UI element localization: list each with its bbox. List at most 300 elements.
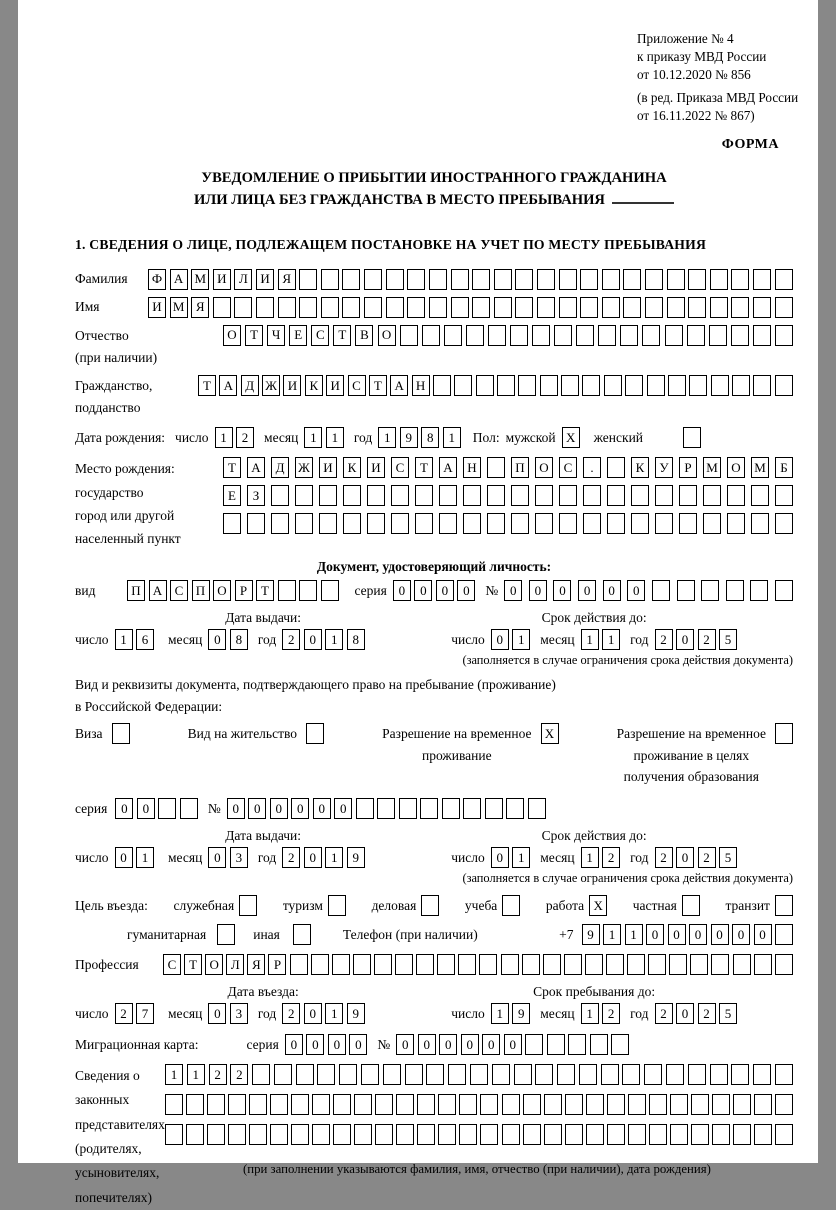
char-cell[interactable]: 0: [578, 580, 596, 601]
char-cell[interactable]: [523, 1124, 541, 1145]
char-cell[interactable]: [775, 485, 793, 506]
char-cell[interactable]: 0: [504, 580, 522, 601]
char-cell[interactable]: [727, 485, 745, 506]
char-cell[interactable]: [321, 269, 339, 290]
birth-year-input[interactable]: [378, 427, 461, 448]
char-cell[interactable]: [466, 325, 484, 346]
char-cell[interactable]: Б: [775, 457, 793, 478]
char-cell[interactable]: [256, 297, 274, 318]
char-cell[interactable]: [655, 485, 673, 506]
char-cell[interactable]: [448, 1064, 466, 1085]
checkbox-tourism[interactable]: [328, 895, 346, 916]
entry-year-input[interactable]: [282, 1003, 365, 1024]
char-cell[interactable]: А: [439, 457, 457, 478]
char-cell[interactable]: [459, 1124, 477, 1145]
char-cell[interactable]: [644, 1064, 662, 1085]
char-cell[interactable]: [511, 513, 529, 534]
char-cell[interactable]: [278, 297, 296, 318]
char-cell[interactable]: [375, 1124, 393, 1145]
char-cell[interactable]: [775, 895, 793, 916]
char-cell[interactable]: [627, 954, 645, 975]
char-cell[interactable]: 0: [482, 1034, 500, 1055]
char-cell[interactable]: [510, 325, 528, 346]
char-cell[interactable]: [753, 375, 771, 396]
char-cell[interactable]: 8: [230, 629, 248, 650]
char-cell[interactable]: [186, 1094, 204, 1115]
char-cell[interactable]: 2: [209, 1064, 227, 1085]
char-cell[interactable]: [711, 375, 729, 396]
char-cell[interactable]: [602, 297, 620, 318]
char-cell[interactable]: П: [511, 457, 529, 478]
char-cell[interactable]: [291, 1094, 309, 1115]
char-cell[interactable]: [511, 485, 529, 506]
char-cell[interactable]: [223, 513, 241, 534]
char-cell[interactable]: Т: [198, 375, 216, 396]
char-cell[interactable]: [712, 1124, 730, 1145]
char-cell[interactable]: 0: [285, 1034, 303, 1055]
char-cell[interactable]: [732, 375, 750, 396]
char-cell[interactable]: [535, 1064, 553, 1085]
residence-series-input[interactable]: [115, 798, 198, 819]
char-cell[interactable]: К: [631, 457, 649, 478]
char-cell[interactable]: X: [541, 723, 559, 744]
char-cell[interactable]: [488, 325, 506, 346]
char-cell[interactable]: 0: [553, 580, 571, 601]
char-cell[interactable]: [249, 1124, 267, 1145]
char-cell[interactable]: [775, 297, 793, 318]
char-cell[interactable]: [688, 297, 706, 318]
char-cell[interactable]: [514, 1064, 532, 1085]
char-cell[interactable]: [354, 1124, 372, 1145]
char-cell[interactable]: [703, 513, 721, 534]
char-cell[interactable]: [317, 1064, 335, 1085]
char-cell[interactable]: [228, 1124, 246, 1145]
checkbox-residence-permit[interactable]: [306, 723, 324, 744]
char-cell[interactable]: [295, 485, 313, 506]
char-cell[interactable]: [480, 1094, 498, 1115]
char-cell[interactable]: 0: [603, 580, 621, 601]
char-cell[interactable]: 0: [457, 580, 475, 601]
char-cell[interactable]: [733, 1124, 751, 1145]
char-cell[interactable]: [383, 1064, 401, 1085]
patronymic-input[interactable]: [223, 325, 793, 346]
char-cell[interactable]: С: [391, 457, 409, 478]
char-cell[interactable]: [186, 1124, 204, 1145]
char-cell[interactable]: [775, 954, 793, 975]
char-cell[interactable]: 2: [602, 847, 620, 868]
char-cell[interactable]: [364, 269, 382, 290]
char-cell[interactable]: [342, 297, 360, 318]
char-cell[interactable]: [631, 513, 649, 534]
char-cell[interactable]: [642, 325, 660, 346]
char-cell[interactable]: [158, 798, 176, 819]
char-cell[interactable]: [535, 513, 553, 534]
issue-year-input[interactable]: [282, 629, 365, 650]
char-cell[interactable]: [295, 513, 313, 534]
char-cell[interactable]: [293, 924, 311, 945]
char-cell[interactable]: [480, 1124, 498, 1145]
char-cell[interactable]: [391, 513, 409, 534]
char-cell[interactable]: 0: [711, 924, 729, 945]
char-cell[interactable]: Т: [184, 954, 202, 975]
char-cell[interactable]: [607, 457, 625, 478]
char-cell[interactable]: [429, 269, 447, 290]
char-cell[interactable]: [751, 485, 769, 506]
char-cell[interactable]: [583, 513, 601, 534]
char-cell[interactable]: [492, 1064, 510, 1085]
char-cell[interactable]: [753, 1064, 771, 1085]
char-cell[interactable]: [669, 954, 687, 975]
char-cell[interactable]: [426, 1064, 444, 1085]
char-cell[interactable]: [502, 1124, 520, 1145]
char-cell[interactable]: 0: [227, 798, 245, 819]
char-cell[interactable]: [407, 297, 425, 318]
char-cell[interactable]: [306, 723, 324, 744]
char-cell[interactable]: 9: [400, 427, 418, 448]
char-cell[interactable]: 7: [136, 1003, 154, 1024]
char-cell[interactable]: 0: [349, 1034, 367, 1055]
char-cell[interactable]: [559, 485, 577, 506]
char-cell[interactable]: [703, 485, 721, 506]
char-cell[interactable]: [522, 954, 540, 975]
char-cell[interactable]: [454, 375, 472, 396]
char-cell[interactable]: 0: [291, 798, 309, 819]
char-cell[interactable]: [652, 580, 670, 601]
char-cell[interactable]: [494, 269, 512, 290]
char-cell[interactable]: [312, 1124, 330, 1145]
char-cell[interactable]: О: [727, 457, 745, 478]
char-cell[interactable]: [405, 1064, 423, 1085]
char-cell[interactable]: Л: [226, 954, 244, 975]
char-cell[interactable]: Л: [234, 269, 252, 290]
char-cell[interactable]: [439, 513, 457, 534]
char-cell[interactable]: [528, 798, 546, 819]
phone-input[interactable]: [582, 924, 794, 945]
residence-expiry-month-input[interactable]: [581, 847, 621, 868]
char-cell[interactable]: [487, 485, 505, 506]
representatives-line2[interactable]: [165, 1094, 793, 1115]
char-cell[interactable]: [607, 513, 625, 534]
char-cell[interactable]: [620, 325, 638, 346]
char-cell[interactable]: [487, 457, 505, 478]
birth-month-input[interactable]: [304, 427, 344, 448]
char-cell[interactable]: [321, 580, 339, 601]
char-cell[interactable]: [691, 1124, 709, 1145]
char-cell[interactable]: [677, 580, 695, 601]
name-input[interactable]: [148, 297, 793, 318]
char-cell[interactable]: [377, 798, 395, 819]
char-cell[interactable]: [547, 1034, 565, 1055]
char-cell[interactable]: [458, 954, 476, 975]
char-cell[interactable]: [554, 325, 572, 346]
char-cell[interactable]: [689, 375, 707, 396]
char-cell[interactable]: [645, 269, 663, 290]
char-cell[interactable]: [687, 325, 705, 346]
char-cell[interactable]: [420, 798, 438, 819]
char-cell[interactable]: [400, 325, 418, 346]
char-cell[interactable]: X: [589, 895, 607, 916]
char-cell[interactable]: А: [390, 375, 408, 396]
char-cell[interactable]: [753, 297, 771, 318]
char-cell[interactable]: [386, 269, 404, 290]
char-cell[interactable]: 9: [347, 1003, 365, 1024]
char-cell[interactable]: [655, 513, 673, 534]
char-cell[interactable]: Я: [278, 269, 296, 290]
char-cell[interactable]: [213, 297, 231, 318]
char-cell[interactable]: [472, 297, 490, 318]
char-cell[interactable]: [207, 1124, 225, 1145]
char-cell[interactable]: [354, 1094, 372, 1115]
char-cell[interactable]: [375, 1094, 393, 1115]
char-cell[interactable]: [515, 297, 533, 318]
char-cell[interactable]: [476, 375, 494, 396]
char-cell[interactable]: [667, 269, 685, 290]
char-cell[interactable]: М: [191, 269, 209, 290]
char-cell[interactable]: С: [170, 580, 188, 601]
char-cell[interactable]: [751, 513, 769, 534]
char-cell[interactable]: [532, 325, 550, 346]
char-cell[interactable]: [775, 924, 793, 945]
char-cell[interactable]: [667, 297, 685, 318]
char-cell[interactable]: [333, 1094, 351, 1115]
char-cell[interactable]: 9: [582, 924, 600, 945]
char-cell[interactable]: 1: [581, 1003, 599, 1024]
char-cell[interactable]: [775, 1124, 793, 1145]
char-cell[interactable]: [623, 297, 641, 318]
char-cell[interactable]: [399, 798, 417, 819]
char-cell[interactable]: [451, 269, 469, 290]
char-cell[interactable]: [679, 485, 697, 506]
char-cell[interactable]: [731, 297, 749, 318]
char-cell[interactable]: 0: [115, 798, 133, 819]
char-cell[interactable]: [437, 954, 455, 975]
citizenship-input[interactable]: [198, 375, 793, 396]
char-cell[interactable]: X: [562, 427, 580, 448]
residence-expiry-year-input[interactable]: [655, 847, 738, 868]
char-cell[interactable]: 1: [325, 1003, 343, 1024]
char-cell[interactable]: Н: [463, 457, 481, 478]
char-cell[interactable]: Е: [223, 485, 241, 506]
char-cell[interactable]: 8: [347, 629, 365, 650]
char-cell[interactable]: [604, 375, 622, 396]
char-cell[interactable]: 3: [230, 1003, 248, 1024]
char-cell[interactable]: [753, 269, 771, 290]
char-cell[interactable]: Р: [679, 457, 697, 478]
checkbox-official[interactable]: [239, 895, 257, 916]
char-cell[interactable]: [535, 485, 553, 506]
char-cell[interactable]: [682, 895, 700, 916]
char-cell[interactable]: 0: [689, 924, 707, 945]
char-cell[interactable]: 0: [304, 847, 322, 868]
char-cell[interactable]: [112, 723, 130, 744]
char-cell[interactable]: 2: [698, 847, 716, 868]
char-cell[interactable]: [625, 375, 643, 396]
char-cell[interactable]: [585, 954, 603, 975]
char-cell[interactable]: [299, 580, 317, 601]
char-cell[interactable]: [582, 375, 600, 396]
char-cell[interactable]: [709, 325, 727, 346]
char-cell[interactable]: 1: [491, 1003, 509, 1024]
char-cell[interactable]: [417, 1124, 435, 1145]
char-cell[interactable]: [712, 1094, 730, 1115]
char-cell[interactable]: [733, 954, 751, 975]
char-cell[interactable]: 1: [165, 1064, 183, 1085]
char-cell[interactable]: [319, 485, 337, 506]
char-cell[interactable]: 1: [326, 427, 344, 448]
char-cell[interactable]: [648, 954, 666, 975]
char-cell[interactable]: 0: [491, 629, 509, 650]
birthplace-line3[interactable]: [223, 513, 793, 534]
char-cell[interactable]: [754, 1124, 772, 1145]
char-cell[interactable]: [576, 325, 594, 346]
char-cell[interactable]: [665, 325, 683, 346]
char-cell[interactable]: [343, 513, 361, 534]
char-cell[interactable]: 0: [676, 1003, 694, 1024]
char-cell[interactable]: [564, 954, 582, 975]
char-cell[interactable]: 0: [313, 798, 331, 819]
char-cell[interactable]: [568, 1034, 586, 1055]
char-cell[interactable]: [557, 1064, 575, 1085]
char-cell[interactable]: [775, 580, 793, 601]
char-cell[interactable]: [207, 1094, 225, 1115]
char-cell[interactable]: [726, 580, 744, 601]
char-cell[interactable]: 1: [625, 924, 643, 945]
char-cell[interactable]: И: [213, 269, 231, 290]
char-cell[interactable]: [701, 580, 719, 601]
char-cell[interactable]: Т: [245, 325, 263, 346]
char-cell[interactable]: 5: [719, 629, 737, 650]
char-cell[interactable]: У: [655, 457, 673, 478]
char-cell[interactable]: [278, 580, 296, 601]
char-cell[interactable]: Р: [268, 954, 286, 975]
char-cell[interactable]: [628, 1124, 646, 1145]
char-cell[interactable]: 9: [347, 847, 365, 868]
char-cell[interactable]: 0: [306, 1034, 324, 1055]
char-cell[interactable]: [438, 1094, 456, 1115]
char-cell[interactable]: [631, 485, 649, 506]
char-cell[interactable]: [607, 1094, 625, 1115]
char-cell[interactable]: [332, 954, 350, 975]
issue-month-input[interactable]: [208, 629, 248, 650]
char-cell[interactable]: [391, 485, 409, 506]
char-cell[interactable]: [506, 798, 524, 819]
birthplace-line1[interactable]: [223, 457, 793, 478]
char-cell[interactable]: [580, 297, 598, 318]
residence-expiry-day-input[interactable]: [491, 847, 531, 868]
char-cell[interactable]: [459, 1094, 477, 1115]
char-cell[interactable]: [579, 1064, 597, 1085]
char-cell[interactable]: [647, 375, 665, 396]
char-cell[interactable]: Е: [289, 325, 307, 346]
char-cell[interactable]: 1: [325, 847, 343, 868]
char-cell[interactable]: [451, 297, 469, 318]
char-cell[interactable]: [559, 297, 577, 318]
char-cell[interactable]: [623, 269, 641, 290]
char-cell[interactable]: [602, 269, 620, 290]
checkbox-humanitarian[interactable]: [217, 924, 235, 945]
char-cell[interactable]: П: [192, 580, 210, 601]
char-cell[interactable]: 1: [378, 427, 396, 448]
char-cell[interactable]: [565, 1124, 583, 1145]
residence-issue-year-input[interactable]: [282, 847, 365, 868]
char-cell[interactable]: 0: [461, 1034, 479, 1055]
char-cell[interactable]: 0: [418, 1034, 436, 1055]
char-cell[interactable]: [607, 485, 625, 506]
char-cell[interactable]: 1: [215, 427, 233, 448]
char-cell[interactable]: [691, 1094, 709, 1115]
char-cell[interactable]: [270, 1094, 288, 1115]
char-cell[interactable]: [688, 269, 706, 290]
residence-issue-day-input[interactable]: [115, 847, 155, 868]
char-cell[interactable]: А: [170, 269, 188, 290]
char-cell[interactable]: А: [149, 580, 167, 601]
char-cell[interactable]: [649, 1094, 667, 1115]
char-cell[interactable]: [518, 375, 536, 396]
char-cell[interactable]: 0: [439, 1034, 457, 1055]
representatives-line3[interactable]: [165, 1124, 793, 1145]
char-cell[interactable]: 0: [208, 847, 226, 868]
char-cell[interactable]: [753, 325, 771, 346]
char-cell[interactable]: В: [355, 325, 373, 346]
char-cell[interactable]: О: [378, 325, 396, 346]
char-cell[interactable]: [688, 1064, 706, 1085]
char-cell[interactable]: [228, 1094, 246, 1115]
char-cell[interactable]: Т: [333, 325, 351, 346]
char-cell[interactable]: Т: [415, 457, 433, 478]
char-cell[interactable]: [733, 1094, 751, 1115]
representatives-line1[interactable]: [165, 1064, 793, 1085]
char-cell[interactable]: 0: [270, 798, 288, 819]
char-cell[interactable]: Я: [191, 297, 209, 318]
char-cell[interactable]: 0: [248, 798, 266, 819]
char-cell[interactable]: [479, 954, 497, 975]
char-cell[interactable]: [606, 954, 624, 975]
char-cell[interactable]: [580, 269, 598, 290]
char-cell[interactable]: [312, 1094, 330, 1115]
char-cell[interactable]: Ж: [262, 375, 280, 396]
char-cell[interactable]: 0: [676, 629, 694, 650]
char-cell[interactable]: [290, 954, 308, 975]
char-cell[interactable]: [396, 1124, 414, 1145]
char-cell[interactable]: П: [127, 580, 145, 601]
char-cell[interactable]: [463, 513, 481, 534]
char-cell[interactable]: 1: [581, 847, 599, 868]
char-cell[interactable]: 0: [208, 629, 226, 650]
char-cell[interactable]: [433, 375, 451, 396]
char-cell[interactable]: [515, 269, 533, 290]
char-cell[interactable]: [291, 1124, 309, 1145]
char-cell[interactable]: [247, 513, 265, 534]
char-cell[interactable]: [710, 269, 728, 290]
char-cell[interactable]: 0: [328, 1034, 346, 1055]
char-cell[interactable]: 0: [504, 1034, 522, 1055]
char-cell[interactable]: [274, 1064, 292, 1085]
char-cell[interactable]: [586, 1124, 604, 1145]
char-cell[interactable]: [501, 954, 519, 975]
char-cell[interactable]: [607, 1124, 625, 1145]
char-cell[interactable]: М: [703, 457, 721, 478]
char-cell[interactable]: [525, 1034, 543, 1055]
char-cell[interactable]: 0: [414, 580, 432, 601]
char-cell[interactable]: Т: [223, 457, 241, 478]
char-cell[interactable]: [165, 1124, 183, 1145]
char-cell[interactable]: [319, 513, 337, 534]
residence-number-input[interactable]: [227, 798, 546, 819]
char-cell[interactable]: [565, 1094, 583, 1115]
char-cell[interactable]: [710, 1064, 728, 1085]
char-cell[interactable]: [299, 297, 317, 318]
char-cell[interactable]: [361, 1064, 379, 1085]
